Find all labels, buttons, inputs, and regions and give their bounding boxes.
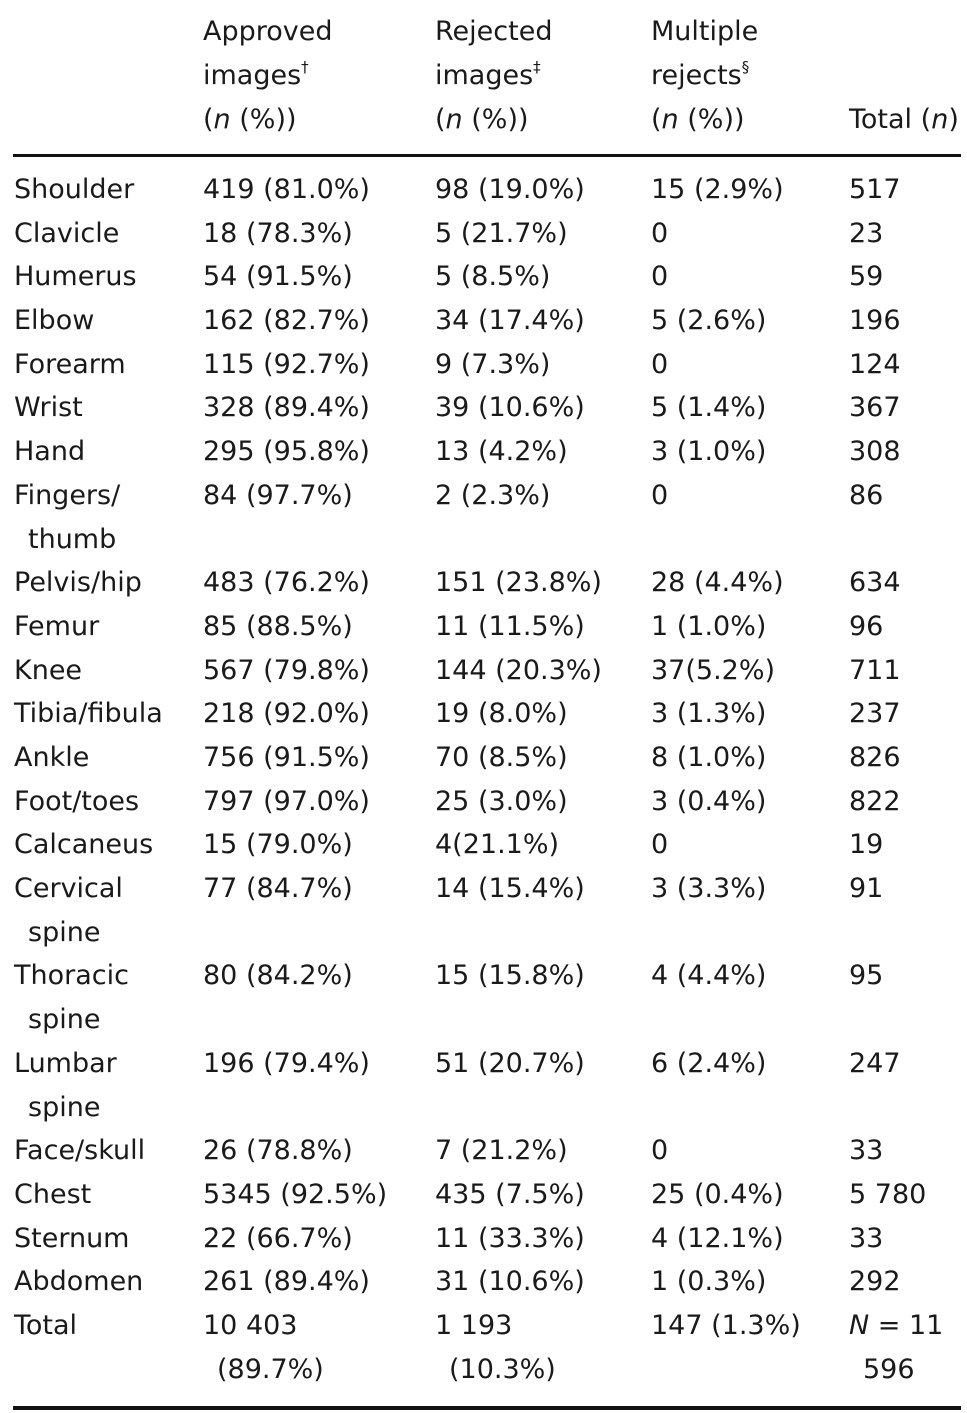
rejected-cell-line: 31 (10.6%) <box>435 1266 585 1298</box>
header-rejected-line2: images <box>435 60 534 91</box>
approved-cell <box>203 1129 353 1173</box>
section-footnote-mark: § <box>741 58 750 76</box>
multiple-rejects-cell <box>651 1217 784 1261</box>
table-row <box>0 474 967 561</box>
approved-cell <box>203 954 353 998</box>
total-cell-line: 826 <box>849 741 901 773</box>
multiple-rejects-cell-line: 0 <box>651 479 669 511</box>
region-cell-line: Fingers/ <box>14 479 121 511</box>
table-row <box>0 867 967 954</box>
approved-cell <box>203 212 353 256</box>
multiple-rejects-cell <box>651 343 668 387</box>
region-cell-line: Forearm <box>14 348 126 380</box>
approved-cell <box>203 474 353 518</box>
table-row <box>0 168 967 212</box>
rejected-cell-line: 1 193 <box>435 1309 513 1341</box>
multiple-rejects-cell <box>651 867 766 911</box>
rejected-cell <box>435 1217 585 1261</box>
rejected-cell <box>435 255 550 299</box>
total-cell <box>849 1129 883 1173</box>
approved-cell-line: 18 (78.3%) <box>203 217 353 249</box>
approved-cell <box>203 1217 353 1261</box>
rejected-cell-line: 9 (7.3%) <box>435 348 551 380</box>
table-row <box>0 736 967 780</box>
total-cell <box>849 212 883 256</box>
total-cell <box>849 430 901 474</box>
approved-cell <box>203 867 353 911</box>
table-row <box>0 780 967 824</box>
multiple-rejects-cell <box>651 780 766 824</box>
rejected-cell-line: 151 (23.8%) <box>435 567 602 599</box>
rejected-cell-line: 70 (8.5%) <box>435 741 568 773</box>
table-row <box>0 692 967 736</box>
total-cell <box>849 954 883 998</box>
rejected-cell <box>435 954 585 998</box>
region-cell <box>14 823 194 867</box>
region-cell <box>14 474 194 561</box>
total-cell-line: 596 <box>863 1353 915 1385</box>
multiple-rejects-cell <box>651 255 668 299</box>
total-cell <box>849 649 901 693</box>
region-cell <box>14 299 194 343</box>
approved-cell-line: 328 (89.4%) <box>203 392 370 424</box>
total-cell <box>849 823 883 867</box>
approved-cell-line: 419 (81.0%) <box>203 174 370 205</box>
region-cell <box>14 605 194 649</box>
total-cell <box>849 692 901 736</box>
multiple-rejects-cell-line: 3 (3.3%) <box>651 873 767 905</box>
rejected-cell <box>435 299 585 343</box>
region-cell <box>14 561 194 605</box>
total-cell-line: 33 <box>849 1135 884 1167</box>
multiple-rejects-cell <box>651 299 766 343</box>
total-cell <box>849 386 901 430</box>
multiple-rejects-cell <box>651 823 668 867</box>
total-cell <box>849 255 883 299</box>
multiple-rejects-cell <box>651 474 668 518</box>
table-row <box>0 954 967 1041</box>
header-rejected-images: Rejected images‡ (n (%)) <box>435 10 552 142</box>
rejected-cell <box>435 430 568 474</box>
approved-cell-line: 26 (78.8%) <box>203 1135 353 1167</box>
total-cell-line: 367 <box>849 392 901 424</box>
total-cell <box>849 1304 943 1391</box>
multiple-rejects-cell <box>651 736 766 780</box>
rejected-cell <box>435 692 568 736</box>
rejected-cell-line: 11 (33.3%) <box>435 1222 585 1254</box>
rejected-cell-line: 11 (11.5%) <box>435 610 585 642</box>
rejected-cell-line: 2 (2.3%) <box>435 479 551 511</box>
rejected-cell-line: 4(21.1%) <box>435 829 560 861</box>
approved-cell <box>203 561 370 605</box>
total-cell-line: 5 780 <box>849 1178 927 1210</box>
region-cell-line: Calcaneus <box>14 829 154 861</box>
region-cell-line: Knee <box>14 654 83 686</box>
approved-cell-line: 5345 (92.5%) <box>203 1178 388 1210</box>
approved-cell-line: 218 (92.0%) <box>203 698 370 730</box>
approved-cell-line: 115 (92.7%) <box>203 348 370 380</box>
region-cell-line: Pelvis/hip <box>14 567 142 599</box>
region-cell-line: Chest <box>14 1178 92 1210</box>
total-cell-line: 33 <box>849 1222 884 1254</box>
multiple-rejects-cell-line: 28 (4.4%) <box>651 567 784 599</box>
multiple-rejects-cell-line: 5 (1.4%) <box>651 392 767 424</box>
total-cell <box>849 474 883 518</box>
table-row <box>0 343 967 387</box>
region-cell <box>14 1129 194 1173</box>
multiple-rejects-cell-line: 1 (0.3%) <box>651 1266 767 1298</box>
multiple-rejects-cell-line: 8 (1.0%) <box>651 741 767 773</box>
region-cell <box>14 736 194 780</box>
rejected-cell <box>435 867 585 911</box>
multiple-rejects-cell <box>651 1129 668 1173</box>
region-cell <box>14 780 194 824</box>
multiple-rejects-cell <box>651 1260 766 1304</box>
total-cell-line: 91 <box>849 873 884 905</box>
header-rejected-line1: Rejected <box>435 16 553 47</box>
rejected-cell <box>435 343 550 387</box>
header-multiple-rejects: Multiple rejects§ (n (%)) <box>651 10 758 142</box>
approved-cell <box>203 1173 387 1217</box>
region-cell <box>14 954 194 1041</box>
rejected-cell <box>435 649 602 693</box>
multiple-rejects-cell-line: 0 <box>651 829 669 861</box>
table-row <box>0 430 967 474</box>
total-cell-line: 292 <box>849 1266 901 1298</box>
approved-cell-line: 54 (91.5%) <box>203 261 353 293</box>
rejected-cell <box>435 212 568 256</box>
total-cell <box>849 736 901 780</box>
total-cell <box>849 780 901 824</box>
region-cell-line: Lumbar <box>14 1047 117 1079</box>
multiple-rejects-cell <box>651 954 766 998</box>
rejected-cell-line: 19 (8.0%) <box>435 698 568 730</box>
multiple-rejects-cell-line: 3 (1.3%) <box>651 698 767 730</box>
header-rule <box>13 154 961 157</box>
multiple-rejects-cell-line: 37(5.2%) <box>651 654 776 686</box>
rejected-cell-line: 34 (17.4%) <box>435 305 585 337</box>
rejected-cell <box>435 780 568 824</box>
total-cell <box>849 1217 883 1261</box>
region-cell <box>14 386 194 430</box>
region-cell <box>14 212 194 256</box>
rejected-cell-line: 14 (15.4%) <box>435 873 585 905</box>
approved-cell-line: 261 (89.4%) <box>203 1266 370 1298</box>
region-cell-line: spine <box>28 1004 101 1036</box>
region-cell <box>14 1042 194 1129</box>
region-cell-line: Tibia/fibula <box>14 698 163 730</box>
region-cell <box>14 1260 194 1304</box>
total-cell-line: 308 <box>849 436 901 468</box>
total-cell <box>849 1173 926 1217</box>
table-row <box>0 561 967 605</box>
approved-cell-line: 483 (76.2%) <box>203 567 370 599</box>
multiple-rejects-cell-line: 15 (2.9%) <box>651 174 784 205</box>
multiple-rejects-cell <box>651 212 668 256</box>
region-cell-line: Femur <box>14 610 100 642</box>
table-row <box>0 1129 967 1173</box>
region-cell <box>14 867 194 954</box>
table-row <box>0 1042 967 1129</box>
rejected-cell <box>435 823 559 867</box>
rejected-cell <box>435 386 585 430</box>
region-cell-line: Clavicle <box>14 217 120 249</box>
region-cell-line: Hand <box>14 436 86 468</box>
approved-cell-line: 84 (97.7%) <box>203 479 353 511</box>
region-cell-line: Foot/toes <box>14 785 140 817</box>
table-row <box>0 1173 967 1217</box>
approved-cell <box>203 649 370 693</box>
approved-cell <box>203 1042 370 1086</box>
approved-cell-line: 196 (79.4%) <box>203 1047 370 1079</box>
total-cell-line: 19 <box>849 829 884 861</box>
total-cell <box>849 867 883 911</box>
table-row <box>0 255 967 299</box>
total-cell-line: 711 <box>849 654 901 686</box>
rejected-cell-line: 13 (4.2%) <box>435 436 568 468</box>
total-cell-line: 822 <box>849 785 901 817</box>
approved-cell <box>203 605 353 649</box>
approved-cell <box>203 692 370 736</box>
double-dagger-footnote-mark: ‡ <box>533 58 541 76</box>
multiple-rejects-cell <box>651 692 766 736</box>
rejected-cell-line: 39 (10.6%) <box>435 392 585 424</box>
multiple-rejects-cell-line: 3 (1.0%) <box>651 436 767 468</box>
total-cell-line: N = 11 <box>849 1309 944 1341</box>
approved-cell-line: 22 (66.7%) <box>203 1222 353 1254</box>
table-row <box>0 649 967 693</box>
approved-cell <box>203 1260 370 1304</box>
rejected-cell-line: 7 (21.2%) <box>435 1135 568 1167</box>
table-row <box>0 212 967 256</box>
table-row <box>0 1304 967 1391</box>
region-cell-line: Elbow <box>14 305 95 337</box>
approved-cell-line: 295 (95.8%) <box>203 436 370 468</box>
approved-cell-line: 567 (79.8%) <box>203 654 370 686</box>
region-cell-line: Wrist <box>14 392 83 424</box>
table-row <box>0 823 967 867</box>
multiple-rejects-cell-line: 1 (1.0%) <box>651 610 767 642</box>
approved-cell <box>203 780 370 824</box>
total-cell <box>849 168 901 212</box>
approved-cell-line: 77 (84.7%) <box>203 873 353 905</box>
total-cell-line: 59 <box>849 261 884 293</box>
total-cell-line: 247 <box>849 1047 901 1079</box>
total-cell-line: 23 <box>849 217 884 249</box>
approved-cell-line: 85 (88.5%) <box>203 610 353 642</box>
dagger-footnote-mark: † <box>301 58 309 76</box>
region-cell-line: spine <box>28 916 101 948</box>
rejected-cell <box>435 474 550 518</box>
table-header <box>0 0 967 150</box>
rejected-cell <box>435 1260 585 1304</box>
approved-cell <box>203 168 370 212</box>
multiple-rejects-cell <box>651 605 766 649</box>
total-cell <box>849 1260 901 1304</box>
total-cell <box>849 561 901 605</box>
multiple-rejects-cell-line: 5 (2.6%) <box>651 305 767 337</box>
rejected-cell-line: 25 (3.0%) <box>435 785 568 817</box>
rejected-cell <box>435 605 585 649</box>
table-row <box>0 299 967 343</box>
multiple-rejects-cell-line: 147 (1.3%) <box>651 1309 801 1341</box>
region-cell <box>14 1304 194 1348</box>
header-multiple-line2: rejects <box>651 60 742 91</box>
rejected-cell-line: 5 (8.5%) <box>435 261 551 293</box>
region-cell <box>14 430 194 474</box>
region-cell-line: Thoracic <box>14 960 129 992</box>
rejected-cell-line: 15 (15.8%) <box>435 960 585 992</box>
region-cell-line: spine <box>28 1091 101 1123</box>
region-cell <box>14 692 194 736</box>
multiple-rejects-cell-line: 4 (12.1%) <box>651 1222 784 1254</box>
rejected-cell-line: 5 (21.7%) <box>435 217 568 249</box>
rejected-cell <box>435 1042 585 1086</box>
approved-cell <box>203 299 370 343</box>
approved-cell <box>203 736 370 780</box>
multiple-rejects-cell <box>651 1173 784 1217</box>
total-cell <box>849 299 901 343</box>
multiple-rejects-cell-line: 25 (0.4%) <box>651 1178 784 1210</box>
region-cell-line: Total <box>14 1309 78 1341</box>
multiple-rejects-cell-line: 6 (2.4%) <box>651 1047 767 1079</box>
total-cell-line: 634 <box>849 567 901 599</box>
total-cell-line: 86 <box>849 479 884 511</box>
multiple-rejects-cell-line: 0 <box>651 348 669 380</box>
multiple-rejects-cell-line: 0 <box>651 217 669 249</box>
table-row <box>0 605 967 649</box>
total-cell <box>849 343 901 387</box>
multiple-rejects-cell-line: 4 (4.4%) <box>651 960 767 992</box>
multiple-rejects-cell <box>651 1304 801 1348</box>
header-total: Total (n) <box>849 104 959 135</box>
multiple-rejects-cell <box>651 649 775 693</box>
region-cell-line: Cervical <box>14 873 123 905</box>
rejected-cell <box>435 168 585 212</box>
region-cell <box>14 1217 194 1261</box>
rejected-cell-line: 144 (20.3%) <box>435 654 602 686</box>
multiple-rejects-cell-line: 0 <box>651 261 669 293</box>
approved-cell <box>203 386 370 430</box>
total-cell-line: 196 <box>849 305 901 337</box>
rejected-cell-line: (10.3%) <box>449 1353 556 1385</box>
multiple-rejects-cell <box>651 1042 766 1086</box>
rejected-cell <box>435 1173 585 1217</box>
multiple-rejects-cell-line: 3 (0.4%) <box>651 785 767 817</box>
approved-cell <box>203 1304 324 1391</box>
region-cell <box>14 649 194 693</box>
region-cell-line: Ankle <box>14 741 90 773</box>
table-row <box>0 1260 967 1304</box>
table-row <box>0 1217 967 1261</box>
approved-cell-line: 756 (91.5%) <box>203 741 370 773</box>
rejected-cell <box>435 561 602 605</box>
rejected-cell-line: 51 (20.7%) <box>435 1047 585 1079</box>
region-cell <box>14 255 194 299</box>
approved-cell-line: 797 (97.0%) <box>203 785 370 817</box>
region-cell-line: Sternum <box>14 1222 130 1254</box>
approved-cell-line: 162 (82.7%) <box>203 305 370 337</box>
region-cell <box>14 1173 194 1217</box>
rejected-cell <box>435 736 568 780</box>
region-cell <box>14 168 194 212</box>
total-cell <box>849 605 883 649</box>
rejected-cell <box>435 1129 568 1173</box>
multiple-rejects-cell <box>651 386 766 430</box>
total-cell-line: 96 <box>849 610 884 642</box>
region-cell <box>14 343 194 387</box>
multiple-rejects-cell <box>651 561 784 605</box>
approved-cell-line: 10 403 <box>203 1309 298 1341</box>
region-cell-line: thumb <box>28 523 117 555</box>
approved-cell <box>203 343 370 387</box>
rejected-cell <box>435 1304 556 1391</box>
total-cell <box>849 1042 901 1086</box>
total-cell-line: 237 <box>849 698 901 730</box>
header-multiple-line1: Multiple <box>651 16 759 47</box>
approved-cell <box>203 823 353 867</box>
region-cell-line: Humerus <box>14 261 137 293</box>
region-cell-line: Face/skull <box>14 1135 146 1167</box>
total-cell-line: 124 <box>849 348 901 380</box>
rejected-cell-line: 98 (19.0%) <box>435 174 585 205</box>
header-approved-line1: Approved <box>203 16 333 47</box>
approved-cell-line: 80 (84.2%) <box>203 960 353 992</box>
multiple-rejects-cell-line: 0 <box>651 1135 669 1167</box>
multiple-rejects-cell <box>651 430 766 474</box>
approved-cell <box>203 430 370 474</box>
multiple-rejects-cell <box>651 168 784 212</box>
total-cell-line: 517 <box>849 174 901 205</box>
region-cell-line: Abdomen <box>14 1266 144 1298</box>
region-cell-line: Shoulder <box>14 174 135 205</box>
bottom-rule <box>13 1406 961 1410</box>
total-cell-line: 95 <box>849 960 884 992</box>
approved-cell <box>203 255 353 299</box>
header-approved-line2: images <box>203 60 302 91</box>
approved-cell-line: (89.7%) <box>217 1353 324 1385</box>
approved-cell-line: 15 (79.0%) <box>203 829 353 861</box>
table-body <box>0 168 967 1391</box>
header-approved-images: Approved images† (n (%)) <box>203 10 333 142</box>
rejected-cell-line: 435 (7.5%) <box>435 1178 585 1210</box>
table-row <box>0 386 967 430</box>
